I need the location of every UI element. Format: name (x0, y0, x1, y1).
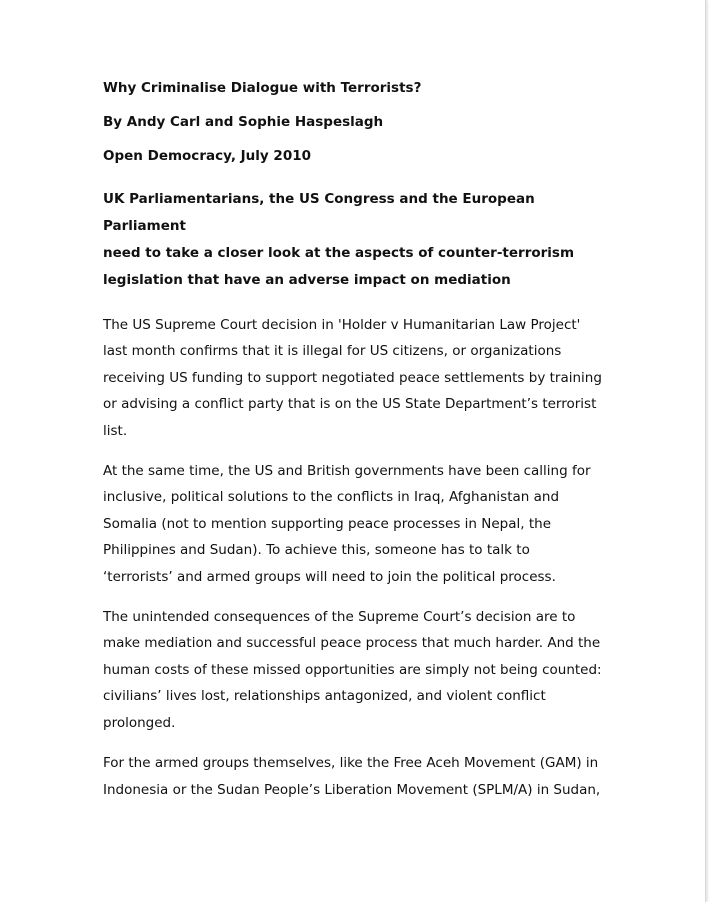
article-byline: By Andy Carl and Sophie Haspeslagh (103, 114, 384, 130)
article-standfirst (103, 186, 603, 294)
article-title: Why Criminalise Dialogue with Terrorists? (103, 80, 422, 96)
text-line: inclusive, political solutions to the conflicts in Iraq, Afghanistan and (103, 489, 560, 506)
paragraph-3 (103, 604, 603, 736)
text-line: list. (103, 422, 128, 439)
paragraph-2 (103, 458, 603, 590)
text-line: receiving US funding to support negotiated peace settlements by training (103, 369, 602, 386)
article-source: Open Democracy, July 2010 (103, 148, 311, 164)
standfirst-line: need to take a closer look at the aspects of counter-terrorism (103, 245, 575, 261)
text-line: Somalia (not to mention supporting peace processes in Nepal, the (103, 515, 551, 532)
text-line: The US Supreme Court decision in 'Holder v Humanitarian Law Project' (103, 317, 581, 333)
text-line: prolonged. (103, 714, 176, 731)
text-line: human costs of these missed opportunities are simply not being counted: (103, 661, 602, 678)
standfirst-line: UK Parliamentarians, the US Congress and the European Parliament (103, 191, 535, 234)
text-line: make mediation and successful peace process that much harder. And the (103, 635, 601, 652)
text-line: Indonesia or the Sudan People’s Liberation Movement (SPLM/A) in Sudan, (103, 781, 601, 798)
text-line: Philippines and Sudan). To achieve this, someone has to talk to (103, 542, 530, 559)
standfirst-line: legislation that have an adverse impact on mediation (103, 272, 511, 288)
paragraph-1 (103, 312, 603, 444)
text-line: At the same time, the US and British governments have been calling for (103, 463, 591, 480)
text-line: or advising a conflict party that is on the US State Department’s terrorist (103, 396, 597, 413)
text-line: The unintended consequences of the Supreme Court’s decision are to (103, 609, 576, 626)
paragraph-4 (103, 750, 603, 803)
text-line: civilians’ lives lost, relationships antagonized, and violent conflict (103, 688, 546, 705)
text-line: last month confirms that it is illegal for US citizens, or organizations (103, 343, 562, 360)
text-line: ‘terrorists’ and armed groups will need to join the political process. (103, 568, 556, 585)
article-body (103, 78, 603, 817)
text-line: For the armed groups themselves, like the Free Aceh Movement (GAM) in (103, 755, 599, 772)
